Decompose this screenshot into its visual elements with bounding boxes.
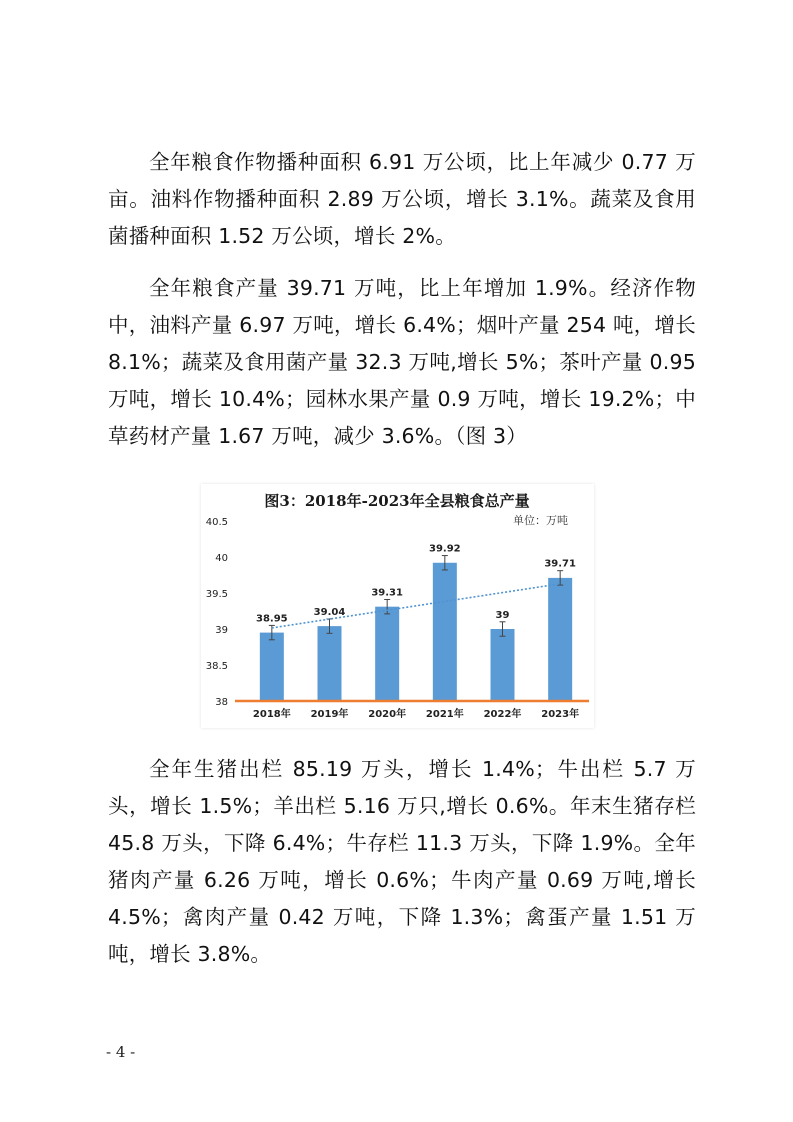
x-tick-label: 2019年 (310, 709, 349, 720)
bar (260, 633, 284, 701)
chart-canvas (201, 484, 594, 728)
data-label: 39.71 (544, 558, 576, 570)
data-label: 39.04 (313, 606, 346, 618)
x-tick-label: 2021年 (425, 709, 464, 720)
x-tick-label: 2018年 (252, 709, 291, 720)
grain-output-chart (201, 484, 594, 728)
paragraph-crop-output: 全年粮食产量 39.71 万吨，比上年增加 1.9%。经济作物中，油料产量 6.97 万吨，增长 6.4%；烟叶产量 254 吨，增长 8.1%；蔬菜及食用菌产量 32.3 万吨,增长 5%；茶叶产量 0.95 万吨，增长 10.4%；园林水果产量 0.9 万吨，增长 19.2%；中草药材产量 1.67 万吨，减少 3.6%。（图 3） (108, 276, 696, 448)
paragraph-crop-area: 全年粮食作物播种面积 6.91 万公顷，比上年减少 0.77 万亩。油料作物播种面积 2.89 万公顷，增长 3.1%。蔬菜及食用菌播种面积 1.52 万公顷，增长 2%。 (108, 150, 696, 248)
chart-unit-label: 单位：万吨 (513, 514, 568, 527)
y-tick-label: 39 (215, 625, 228, 636)
bar (318, 626, 342, 701)
data-label: 39 (495, 609, 510, 621)
bar (491, 629, 515, 701)
chart-title: 图3：2018年-2023年全县粮食总产量 (264, 492, 530, 510)
paragraph-livestock: 全年生猪出栏 85.19 万头，增长 1.4%；牛出栏 5.7 万头，增长 1.5%；羊出栏 5.16 万只,增长 0.6%。年末生猪存栏 45.8 万头，下降 6.4%；牛存栏 11.3 万头，下降 1.9%。全年猪肉产量 6.26 万吨，增长 0.6%；牛肉产量 0.69 万吨,增长 4.5%；禽肉产量 0.42 万吨，下降 1.3%；禽蛋产量 1.51 万吨，增长 3.8%。 (108, 757, 696, 966)
x-tick-label: 2023年 (541, 709, 580, 720)
page-number: - 4 - (106, 1043, 136, 1061)
x-tick-label: 2022年 (483, 709, 522, 720)
bar (548, 578, 572, 701)
y-tick-label: 40 (215, 553, 228, 564)
bar (375, 607, 399, 701)
x-tick-label: 2020年 (368, 709, 407, 720)
bar (433, 563, 457, 701)
y-tick-label: 38.5 (205, 661, 228, 672)
data-label: 39.92 (429, 543, 461, 555)
y-tick-label: 40.5 (205, 517, 228, 528)
trendline (272, 584, 560, 628)
data-label: 39.31 (371, 587, 403, 599)
y-tick-label: 39.5 (205, 589, 228, 600)
data-label: 38.95 (256, 613, 288, 625)
y-tick-label: 38 (215, 697, 228, 708)
